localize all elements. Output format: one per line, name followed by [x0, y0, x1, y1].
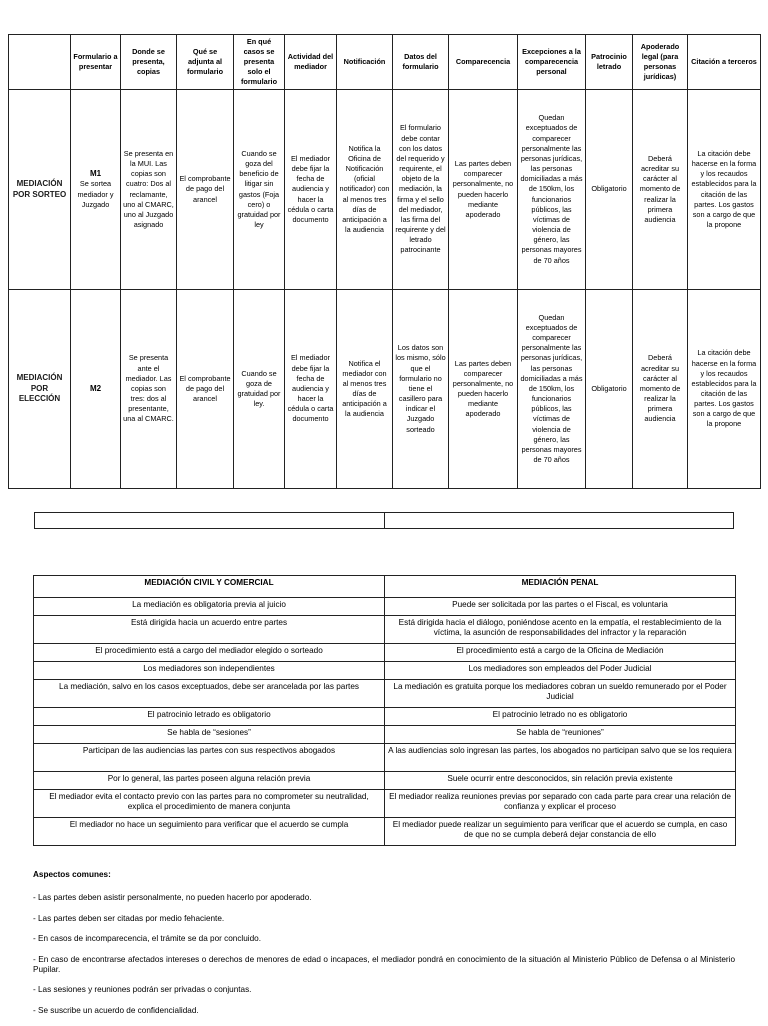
row-label: MEDIACIÓN POR SORTEO — [9, 90, 71, 290]
penal-cell: El procedimiento está a cargo de la Oficina de Mediación — [385, 644, 736, 662]
table-row — [34, 818, 736, 846]
table-cell: Notifica la Oficina de Notificación (oficial notificador) con al menos tres días de anticipación a la audiencia — [337, 90, 393, 290]
civil-cell: Se habla de “sesiones” — [34, 726, 385, 744]
civil-cell: El procedimiento está a cargo del mediador elegido o sorteado — [34, 644, 385, 662]
header-cell — [9, 35, 71, 90]
table-cell: Deberá acreditar su carácter al momento de realizar la primera audiencia — [633, 90, 688, 290]
civil-cell: El mediador evita el contacto previo con las partes para no comprometer su neutralidad, explica el procedimiento de manera conjunta — [34, 790, 385, 818]
penal-cell: Se habla de “reuniones” — [385, 726, 736, 744]
penal-cell: El mediador puede realizar un seguimiento para verificar que el acuerdo se cumpla, en caso de que no se cumpla deberá dejar constancia de ello — [385, 818, 736, 846]
header-cell: Actividad del mediador — [285, 35, 337, 90]
penal-cell: Suele ocurrir entre desconocidos, sin relación previa existente — [385, 772, 736, 790]
table-cell: Obligatorio — [586, 90, 633, 290]
civil-header: MEDIACIÓN CIVIL Y COMERCIAL — [34, 576, 385, 598]
header-cell: Apoderado legal (para personas jurídicas) — [633, 35, 688, 90]
table-cell: Las partes deben comparecer personalmente, no pueden hacerlo mediante apoderado — [449, 290, 518, 489]
civil-cell: El mediador no hace un seguimiento para verificar que el acuerdo se cumpla — [34, 818, 385, 846]
header-cell: Citación a terceros — [688, 35, 761, 90]
table-row — [34, 790, 736, 818]
header-cell: Formulario a presentar — [71, 35, 121, 90]
table-cell: Deberá acreditar su carácter al momento de realizar la primera audiencia — [633, 290, 688, 489]
penal-cell: El patrocinio letrado no es obligatorio — [385, 708, 736, 726]
table-row — [34, 644, 736, 662]
civil-cell: Participan de las audiencias las partes con sus respectivos abogados — [34, 744, 385, 772]
table-cell: El mediador debe fijar la fecha de audiencia y hacer la cédula o carta documento — [285, 90, 337, 290]
civil-cell: Por lo general, las partes poseen alguna relación previa — [34, 772, 385, 790]
penal-cell: A las audiencias solo ingresan las partes, los abogados no participan salvo que se los requiera — [385, 744, 736, 772]
header-cell: Qué se adjunta al formulario — [177, 35, 234, 90]
table-cell: Se presenta en la MUI. Las copias son cuatro: Dos al reclamante, uno al CMARC, uno al Juzgado asignado — [121, 90, 177, 290]
note-item: - Las sesiones y reuniones podrán ser privadas o conjuntas. — [33, 985, 252, 995]
penal-cell: Está dirigida hacia el diálogo, poniéndose acento en la empatía, el restablecimiento de la víctima, la asunción de responsabilidades del infractor y la reparación — [385, 616, 736, 644]
table-cell: Se presenta ante el mediador. Las copias son tres: dos al presentante, una al CMARC. — [121, 290, 177, 489]
note-item: - Se suscribe un acuerdo de confidencialidad. — [33, 1005, 199, 1015]
penal-header: MEDIACIÓN PENAL — [385, 576, 736, 598]
empty-table — [34, 512, 734, 529]
table-row — [34, 662, 736, 680]
table-cell: Quedan exceptuados de comparecer personalmente las personas jurídicas, las personas domiciliadas a más de 150km, los funcionarios públicos, las víctimas de violencia de género, las personas mayores de 70 años — [518, 290, 586, 489]
table-cell: El formulario debe contar con los datos del requerido y requirente, el objeto de la mediación, la firma y el sello del mediador, las firma del requirente y del letrado patrocinante — [393, 90, 449, 290]
table-cell: El comprobante de pago del arancel — [177, 90, 234, 290]
penal-cell: La mediación es gratuita porque los mediadores cobran un sueldo remunerado por el Poder Judicial — [385, 680, 736, 708]
civil-cell: Los mediadores son independientes — [34, 662, 385, 680]
table-cell: Cuando se goza del beneficio de litigar sin gastos (Foja cero) o gratuidad por ley — [234, 90, 285, 290]
table-cell: La citación debe hacerse en la forma y los recaudos establecidos para la citación de las partes. Los gastos son a cargo de que la propone — [688, 90, 761, 290]
header-cell: Excepciones a la comparecencia personal — [518, 35, 586, 90]
table-row — [34, 744, 736, 772]
table-cell: La citación debe hacerse en la forma y los recaudos establecidos para la citación de las partes. Los gastos son a cargo de que la propone — [688, 290, 761, 489]
note-item: - En caso de encontrarse afectados intereses o derechos de menores de edad o incapaces, el mediador pondrá en conocimiento de la situación al Ministerio Público de Defensa o al Ministerio Pupilar. — [33, 954, 735, 975]
header-cell: Notificación — [337, 35, 393, 90]
note-item: - Las partes deben asistir personalmente, no pueden hacerlo por apoderado. — [33, 893, 312, 903]
header-cell: Datos del formulario — [393, 35, 449, 90]
civil-cell: La mediación es obligatoria previa al juicio — [34, 598, 385, 616]
table-row — [34, 726, 736, 744]
table-row — [9, 90, 761, 290]
note-item: - En casos de incomparecencia, el trámite se da por concluido. — [33, 934, 262, 944]
penal-cell: Puede ser solicitada por las partes o el Fiscal, es voluntaria — [385, 598, 736, 616]
table-cell: Las partes deben comparecer personalmente, no pueden hacerlo mediante apoderado — [449, 90, 518, 290]
form-code: M1 — [89, 169, 102, 179]
header-cell: En qué casos se presenta solo el formulario — [234, 35, 285, 90]
empty-cell — [384, 513, 734, 529]
form-code: M2 — [89, 383, 102, 393]
notes-title: Aspectos comunes: — [33, 870, 111, 879]
common-aspects — [33, 870, 735, 1026]
header-cell: Patrocinio letrado — [586, 35, 633, 90]
civil-cell: La mediación, salvo en los casos exceptuados, debe ser arancelada por las partes — [34, 680, 385, 708]
form-cell — [71, 90, 121, 290]
empty-cell — [35, 513, 385, 529]
table-cell: El mediador debe fijar la fecha de audiencia y hacer la cédula o carta documento — [285, 290, 337, 489]
table-cell: Notifica el mediador con al menos tres días de anticipación a la audiencia — [337, 290, 393, 489]
civil-cell: Está dirigida hacia un acuerdo entre partes — [34, 616, 385, 644]
table-cell: El comprobante de pago del arancel — [177, 290, 234, 489]
table-row — [34, 616, 736, 644]
table-row — [34, 598, 736, 616]
mediation-procedure-table — [8, 34, 761, 489]
form-note: Se sortea mediador y Juzgado — [77, 179, 114, 209]
table-row — [34, 708, 736, 726]
table-cell: Cuando se goza de gratuidad por ley. — [234, 290, 285, 489]
table-header-row — [9, 35, 761, 90]
table-cell: Obligatorio — [586, 290, 633, 489]
table-cell: Quedan exceptuados de comparecer personalmente las personas jurídicas, las personas domiciliadas a más de 150km, los funcionarios públicos, las víctimas de violencia de género, las personas mayores de 70 años — [518, 90, 586, 290]
table-row — [34, 680, 736, 708]
civil-cell: El patrocinio letrado es obligatorio — [34, 708, 385, 726]
header-cell: Donde se presenta, copias — [121, 35, 177, 90]
table-row — [34, 772, 736, 790]
penal-cell: Los mediadores son empleados del Poder Judicial — [385, 662, 736, 680]
penal-cell: El mediador realiza reuniones previas por separado con cada parte para crear una relación de confianza y explicar el proceso — [385, 790, 736, 818]
table-row — [9, 290, 761, 489]
comparison-table — [33, 575, 736, 846]
form-cell — [71, 290, 121, 489]
table-header-row — [34, 576, 736, 598]
header-cell: Comparecencia — [449, 35, 518, 90]
table-row — [35, 513, 734, 529]
table-cell: Los datos son los mismo, sólo que el formulario no tiene el casillero para indicar el Juzgado sorteado — [393, 290, 449, 489]
note-item: - Las partes deben ser citadas por medio fehaciente. — [33, 913, 225, 923]
row-label: MEDIACIÓN POR ELECCIÓN — [9, 290, 71, 489]
